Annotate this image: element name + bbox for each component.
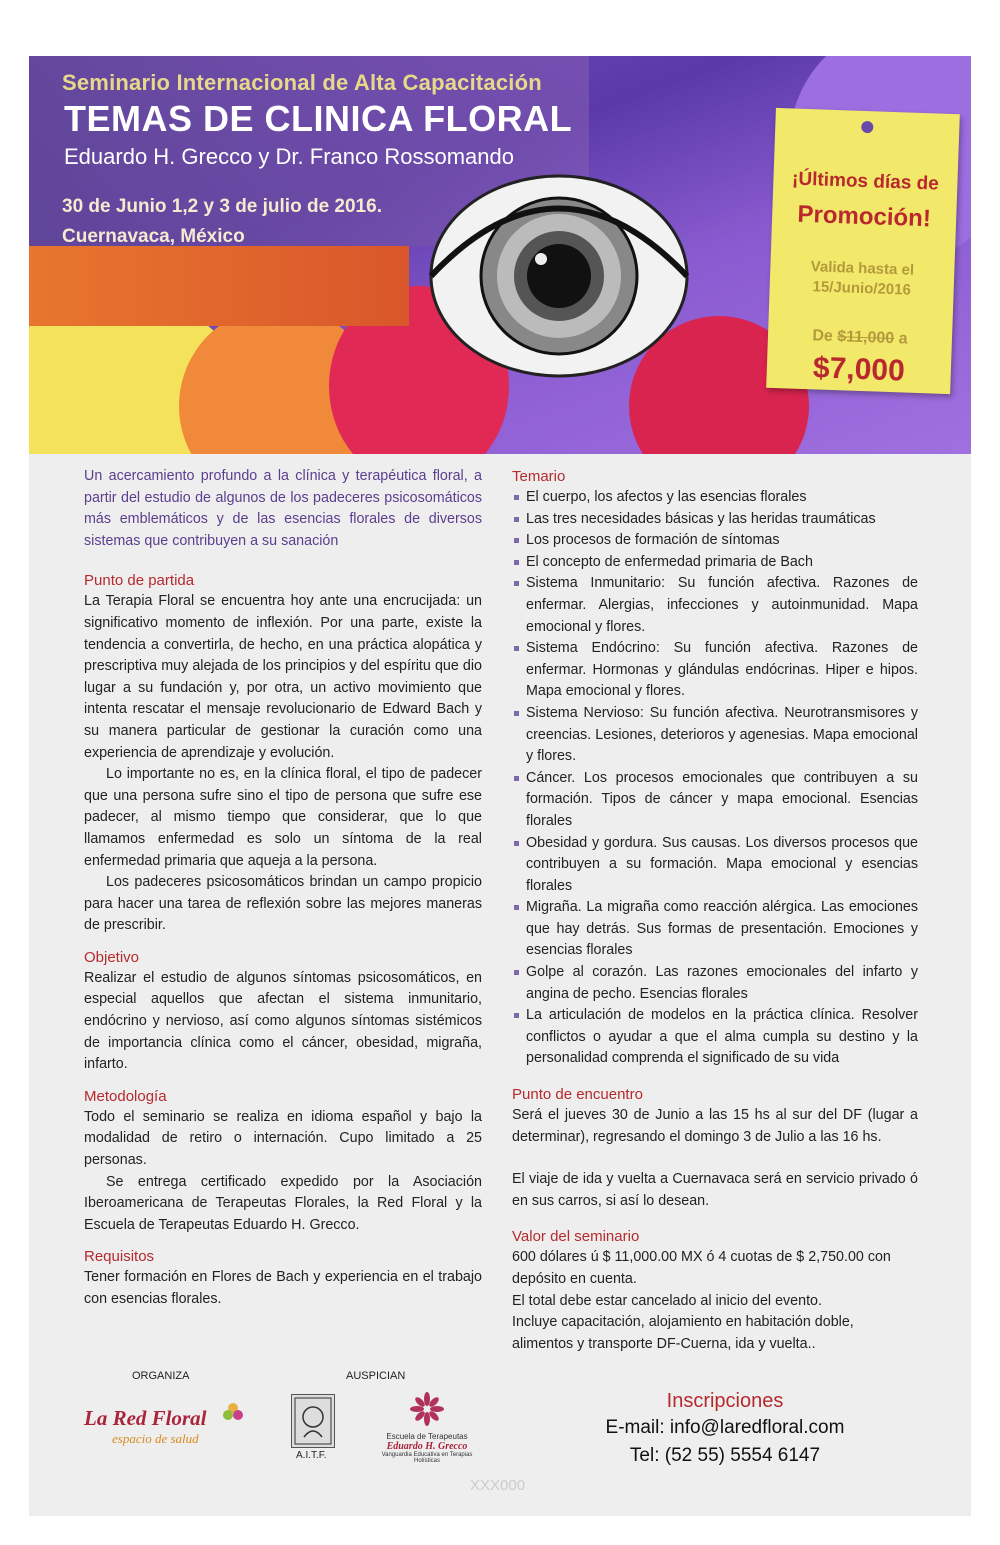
aitf-seal-icon — [291, 1394, 335, 1448]
valor-l3: Incluye capacitación, alojamiento en habitación doble, alimentos y transporte DF-Cuerna, ida y vuelta.. — [512, 1314, 854, 1352]
promo-line1: ¡Últimos días de — [791, 168, 940, 195]
bullet-icon — [514, 517, 519, 522]
header-banner — [29, 56, 971, 454]
escuela-line1: Escuela de Terapeutas — [386, 1432, 468, 1441]
list-item: Migraña. La migraña como reacción alérgica. Las emociones que hay detrás. Sus formas de presentación. Emociones y esencias florales — [512, 897, 918, 962]
bullet-icon — [514, 646, 519, 651]
promo-old-price — [768, 326, 953, 350]
punto-partida-p1: La Terapia Floral se encuentra hoy ante una encrucijada: un significativo momento de inflexión. Por una parte, existe la tendencia a convertirla, de hecho, en una práctica alopática y prescriptiva muy alejada de los principios y del espíritu que dio lugar a su fundación y, por otra, un activo movimiento que intenta rescatar el mensaje revolucionario de Edward Bach y su manera particular de gestionar la curación como una experiencia de aprendizaje y evolución. — [84, 593, 482, 761]
list-item: Sistema Endócrino: Su función afectiva. Razones de enfermar. Hormonas y glándulas endócrinas. Hiper e hipos. Mapa emocional y flores. — [512, 638, 918, 703]
aitf-label: A.I.T.F. — [296, 1450, 327, 1461]
heading-requisitos: Requisitos — [84, 1248, 155, 1266]
temario-list — [512, 487, 918, 1070]
auspician-label: AUSPICIAN — [346, 1370, 406, 1382]
bullet-icon — [514, 776, 519, 781]
promo-tag — [766, 108, 960, 394]
bullet-icon — [514, 495, 519, 500]
list-item: Los procesos de formación de síntomas — [512, 530, 918, 552]
list-item: La articulación de modelos en la práctica clínica. Resolver conflictos o ayudar a que el alma cumpla su destino y la personalidad comprenda el significado de su vida — [512, 1005, 918, 1070]
eye-illustration — [429, 151, 689, 401]
punto-partida-p3: Los padeceres psicosomáticos brindan un campo propicio para hacer una tarea de reflexión sobre las mejores maneras de prescribir. — [84, 874, 482, 934]
red-floral-name: La Red Floral — [84, 1406, 207, 1430]
tag-hole — [861, 121, 873, 133]
heading-punto-partida: Punto de partida — [84, 572, 195, 590]
promo-new-price: $7,000 — [812, 351, 906, 388]
list-item: Las tres necesidades básicas y las heridas traumáticas — [512, 509, 918, 531]
metodologia-p2: Se entrega certificado expedido por la Asociación Iberoamericana de Terapeutas Florales, la Red Floral y la Escuela de Terapeutas Eduardo H. Grecco. — [84, 1173, 482, 1233]
spacer — [512, 1148, 918, 1169]
bullet-icon — [514, 581, 519, 586]
escuela-logo — [372, 1391, 482, 1464]
seminar-label: Seminario Internacional de Alta Capacitación — [62, 70, 542, 95]
bullet-icon — [514, 560, 519, 565]
inscripciones-heading: Inscripciones — [666, 1390, 784, 1412]
bullet-icon — [514, 841, 519, 846]
bullet-icon — [514, 970, 519, 975]
footer-code: XXX000 — [470, 1477, 526, 1494]
inscripciones-block — [560, 1390, 890, 1467]
contact-email[interactable]: E-mail: info@laredfloral.com — [605, 1417, 845, 1438]
promo-valid-line2: 15/Junio/2016 — [812, 278, 912, 299]
flower-icon — [222, 1402, 244, 1424]
punto-partida-p2: Lo importante no es, en la clínica floral, el tipo de padecer que una persona sufre sino el tipo de persona que sufre ese padecer, al mismo tiempo que considerar, que lo que llamamos enfermedad es solo un síntoma de la real enfermedad primaria que aqueja a la persona. — [84, 766, 482, 869]
main-title: TEMAS DE CLINICA FLORAL — [64, 98, 573, 139]
red-floral-logo — [84, 1406, 234, 1447]
old-price-value: $11,000 — [836, 328, 895, 348]
organiza-label: ORGANIZA — [132, 1370, 190, 1382]
list-item: El concepto de enfermedad primaria de Bach — [512, 552, 918, 574]
list-item: Golpe al corazón. Las razones emocionales del infarto y angina de pecho. Esencias florales — [512, 962, 918, 1005]
left-column — [84, 466, 482, 1311]
escuela-line3: Vanguardia Educativa en Terapias Holísticas — [381, 1452, 473, 1464]
heading-valor: Valor del seminario — [512, 1228, 640, 1246]
list-item: Sistema Nervioso: Su función afectiva. Neurotransmisores y creencias. Lesiones, deterioros y agenesias. Mapa emocional y flores. — [512, 703, 918, 768]
spacer — [512, 1070, 918, 1084]
valor-l2: El total debe estar cancelado al inicio del evento. — [512, 1292, 822, 1309]
list-item: Sistema Inmunitario: Su función afectiva. Razones de enfermar. Alergias, infecciones y autoinmunidad. Mapa emocional y flores. — [512, 573, 918, 638]
old-price-prefix: De — [812, 327, 834, 345]
promo-valid-line1: Valida hasta el — [810, 258, 915, 279]
spacer — [84, 937, 482, 947]
spacer — [84, 1236, 482, 1246]
valor-l1: 600 dólares ú $ 11,000.00 MX ó 4 cuotas de $ 2,750.00 con depósito en cuenta. — [512, 1249, 891, 1287]
sponsor-logos — [84, 1366, 484, 1476]
date-band — [29, 246, 409, 326]
escuela-line2: Eduardo H. Grecco — [386, 1441, 468, 1452]
event-place: Cuernavaca, México — [62, 226, 245, 247]
heading-metodologia: Metodología — [84, 1087, 167, 1105]
spacer — [84, 1076, 482, 1086]
metodologia-p1: Todo el seminario se realiza en idioma español y bajo la modalidad de retiro o internación. Cupo limitado a 25 personas. — [84, 1108, 482, 1169]
encuentro-p1: Será el jueves 30 de Junio a las 15 hs al sur del DF (lugar a determinar), regresando el domingo 3 de Julio a las 16 hs. — [512, 1107, 918, 1145]
bullet-icon — [514, 905, 519, 910]
spacer — [512, 1212, 918, 1226]
bullet-icon — [514, 538, 519, 543]
bullet-icon — [514, 1013, 519, 1018]
list-item: Cáncer. Los procesos emocionales que contribuyen a su formación. Tipos de cáncer y mapa emocional. Esencias florales — [512, 768, 918, 833]
contact-phone[interactable]: Tel: (52 55) 5554 6147 — [629, 1445, 821, 1466]
list-item: Obesidad y gordura. Sus causas. Los diversos procesos que contribuyen a su formación. Mapa emocional y esencias florales — [512, 833, 918, 898]
requisitos-p1: Tener formación en Flores de Bach y experiencia en el trabajo con esencias florales. — [84, 1269, 482, 1307]
authors: Eduardo H. Grecco y Dr. Franco Rossomando — [64, 144, 514, 169]
red-floral-tagline: espacio de salud — [112, 1431, 199, 1446]
promo-line2: Promoción! — [797, 200, 932, 233]
heading-temario: Temario — [512, 468, 566, 485]
heading-objetivo: Objetivo — [84, 948, 140, 966]
objetivo-p1: Realizar el estudio de algunos síntomas psicosomáticos, en especial aquellos que afectan el sistema inmunitario, endócrino y nervioso, así como algunos síntomas sistémicos de importancia clínica como el cáncer, obesidad, migraña, infarto. — [84, 969, 482, 1073]
bullet-icon — [514, 711, 519, 716]
intro-paragraph: Un acercamiento profundo a la clínica y terapéutica floral, a partir del estudio de algunos de los padeceres psicosomáticos más emblemáticos y de las esencias florales de diversos sistemas que contribuyen a su sanación — [84, 468, 482, 549]
encuentro-p2: El viaje de ida y vuelta a Cuernavaca será en servicio privado ó en sus carros, si así lo desean. — [512, 1171, 918, 1209]
event-dates: 30 de Junio 1,2 y 3 de julio de 2016. — [62, 196, 382, 217]
right-column — [512, 466, 918, 1355]
heading-encuentro: Punto de encuentro — [512, 1086, 643, 1104]
promo-valid — [769, 256, 954, 302]
lotus-icon — [409, 1391, 445, 1427]
list-item: El cuerpo, los afectos y las esencias florales — [512, 487, 918, 509]
old-price-suffix: a — [898, 330, 908, 348]
